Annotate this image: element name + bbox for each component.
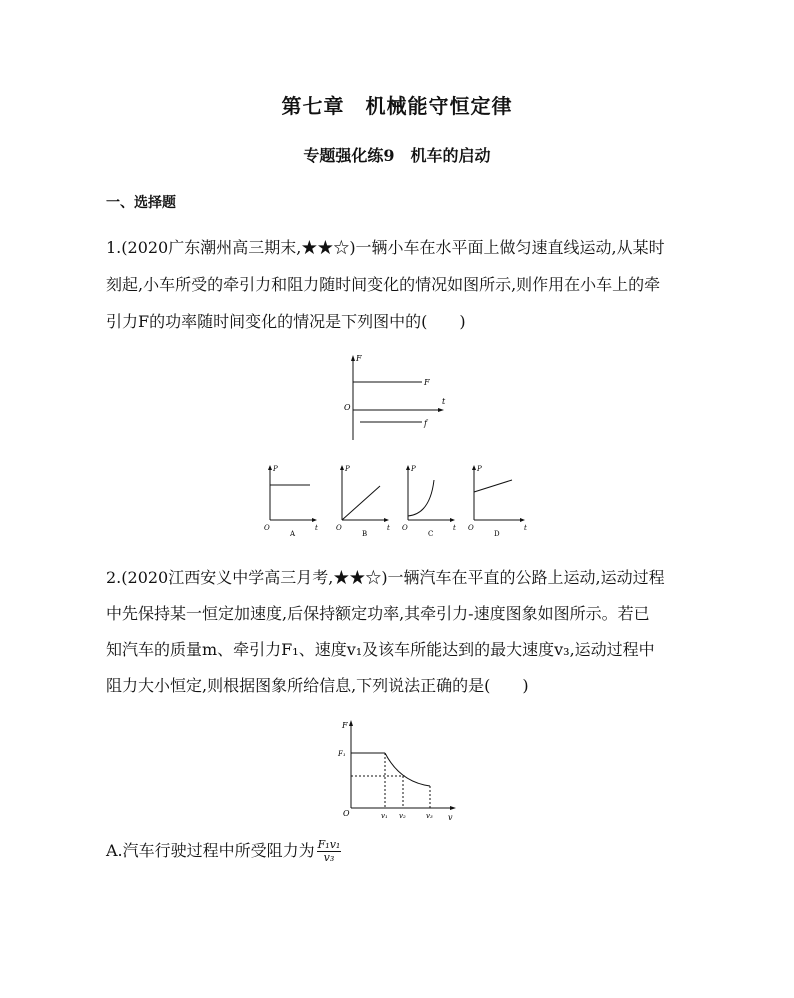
- origin: O: [468, 524, 474, 532]
- q2-line-4: 阻力大小恒定,则根据图象所给信息,下列说法正确的是( ): [106, 676, 529, 695]
- q1-option-graphs: [262, 460, 538, 540]
- letter: D: [494, 530, 500, 538]
- y-label: P: [411, 465, 416, 473]
- q1-y-arrow: [351, 355, 355, 361]
- q2-line-1: 2.(2020江西安义中学高三月考,★★☆)一辆汽车在平直的公路上运动,运动过程: [106, 568, 665, 587]
- section-subtitle: 专题强化练9 机车的启动: [303, 146, 491, 165]
- fraction-numerator: F₁v₁: [317, 838, 341, 851]
- letter: C: [428, 530, 434, 538]
- q2-option-a: [106, 838, 341, 864]
- q2-power-curve: [385, 753, 430, 786]
- arrow: [384, 518, 389, 522]
- q2-v3-label: v₃: [426, 812, 433, 820]
- q2-y-arrow: [349, 720, 353, 726]
- arrow: [450, 518, 455, 522]
- q2-v1-label: v₁: [381, 812, 388, 820]
- power-curve: [408, 480, 434, 516]
- x-label: t: [524, 524, 527, 532]
- x-label: t: [315, 524, 318, 532]
- q1-line-3: 引力F的功率随时间变化的情况是下列图中的( ): [106, 312, 466, 331]
- q1-line-2: 刻起,小车所受的牵引力和阻力随时间变化的情况如图所示,则作用在小车上的牵: [106, 275, 661, 294]
- power-line: [474, 480, 512, 492]
- q1-line-1: 1.(2020广东潮州高三期末,★★☆)一辆小车在水平面上做匀速直线运动,从某时: [106, 238, 665, 257]
- q2-option-a-fraction: [317, 839, 342, 864]
- arrow: [472, 465, 476, 470]
- letter: B: [362, 530, 368, 538]
- q2-x-arrow: [450, 806, 456, 810]
- y-label: P: [477, 465, 482, 473]
- arrow: [268, 465, 272, 470]
- q1-option-d-graph: [468, 465, 527, 538]
- q1-option-c-graph: [402, 465, 456, 538]
- q1-option-a-graph: [264, 465, 318, 538]
- arrow: [312, 518, 317, 522]
- q1-origin-label: O: [344, 403, 351, 412]
- q2-v2-label: v₂: [399, 812, 406, 820]
- y-label: P: [345, 465, 350, 473]
- x-label: t: [453, 524, 456, 532]
- letter: A: [290, 530, 296, 538]
- q1-y-label: F: [356, 354, 362, 363]
- arrow: [520, 518, 525, 522]
- section-heading: 一、选择题: [106, 195, 176, 211]
- q2-option-a-text: A.汽车行驶过程中所受阻力为: [106, 841, 315, 860]
- q2-x-label: v: [448, 813, 453, 822]
- q2-y-label: F: [342, 721, 348, 730]
- q1-x-arrow: [438, 408, 444, 412]
- y-label: P: [273, 465, 278, 473]
- q1-traction-label: F: [424, 378, 430, 387]
- arrow: [406, 465, 410, 470]
- q1-friction-label: f: [424, 419, 427, 428]
- q1-option-b-graph: [336, 465, 390, 538]
- q2-line-3: 知汽车的质量m、牵引力F₁、速度v₁及该车所能达到的最大速度v₃,运动过程中: [106, 640, 655, 659]
- x-label: t: [387, 524, 390, 532]
- chapter-title: 第七章 机械能守恒定律: [281, 94, 513, 118]
- arrow: [340, 465, 344, 470]
- q2-f1-label: F₁: [338, 750, 346, 758]
- fraction-denominator: v₃: [323, 851, 335, 864]
- q2-line-2: 中先保持某一恒定加速度,后保持额定功率,其牵引力-速度图象如图所示。若已: [106, 604, 650, 623]
- q2-origin-label: O: [343, 809, 350, 818]
- power-line: [342, 486, 380, 520]
- q1-x-label: t: [442, 397, 446, 406]
- q2-force-velocity-graph: [336, 716, 462, 822]
- origin: O: [264, 524, 270, 532]
- q1-force-time-graph: [340, 352, 450, 444]
- origin: O: [402, 524, 408, 532]
- origin: O: [336, 524, 342, 532]
